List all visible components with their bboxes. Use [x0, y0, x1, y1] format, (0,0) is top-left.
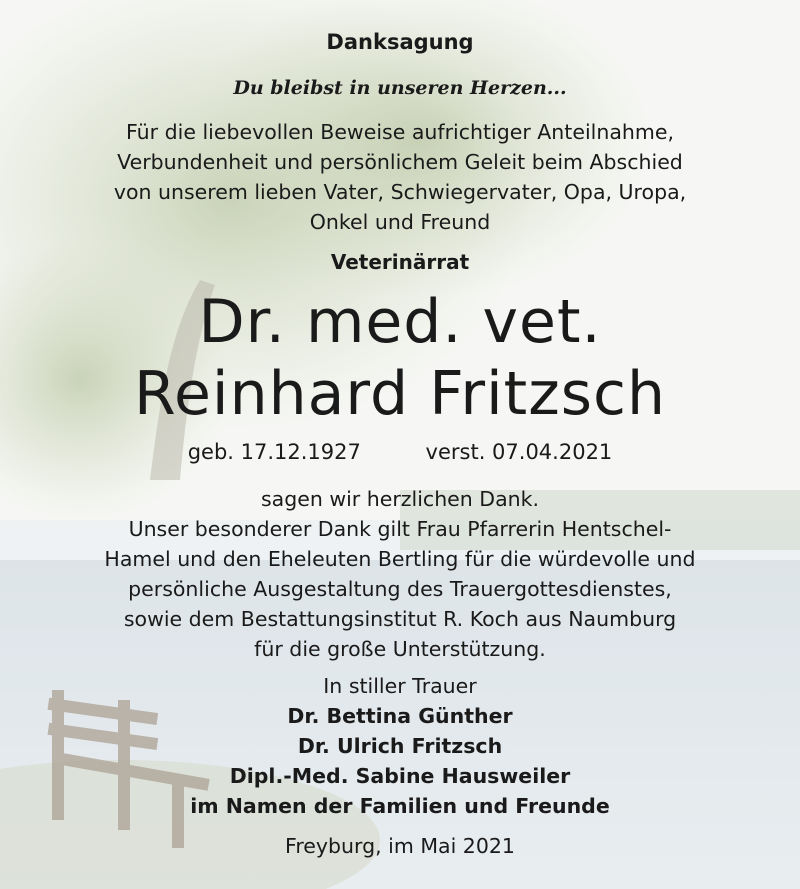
- mourner-name: Dipl.-Med. Sabine Hausweiler: [229, 764, 571, 788]
- intro-line: Onkel und Freund: [309, 210, 491, 234]
- thanks-line: sowie dem Bestattungsinstitut R. Koch aus Naumburg: [123, 607, 677, 631]
- mourners-block: [0, 671, 800, 821]
- thanks-line: sagen wir herzlichen Dank.: [260, 487, 540, 511]
- mourner-name: Dr. Bettina Günther: [287, 704, 513, 728]
- mourning-intro: In stiller Trauer: [323, 674, 477, 698]
- intro-line: Verbundenheit und persönlichem Geleit beim Abschied: [117, 150, 683, 174]
- intro-line: Für die liebevollen Beweise aufrichtiger Anteilnahme,: [126, 120, 674, 144]
- deceased-name-line-2: Reinhard Fritzsch: [134, 359, 666, 429]
- place-date: Freyburg, im Mai 2021: [285, 834, 515, 858]
- mourner-family-note: im Namen der Familien und Freunde: [190, 794, 610, 818]
- deceased-title: Veterinärrat: [330, 250, 470, 274]
- intro-line: von unserem lieben Vater, Schwiegervater, Opa, Uropa,: [113, 180, 687, 204]
- thanks-line: persönliche Ausgestaltung des Trauergottesdienstes,: [128, 577, 672, 601]
- life-dates: [0, 440, 800, 464]
- intro-paragraph: [0, 117, 800, 237]
- motto: Du bleibst in unseren Herzen...: [233, 77, 567, 99]
- birth-date: geb. 17.12.1927: [187, 440, 361, 464]
- death-date: verst. 07.04.2021: [425, 440, 613, 464]
- mourner-name: Dr. Ulrich Fritzsch: [297, 734, 503, 758]
- deceased-name-line-1: Dr. med. vet.: [198, 287, 602, 357]
- thanks-line: Hamel und den Eheleuten Bertling für die würdevolle und: [104, 547, 696, 571]
- thanks-line: für die große Unterstützung.: [254, 637, 546, 661]
- thanks-line: Unser besonderer Dank gilt Frau Pfarrerin Hentschel-: [128, 517, 672, 541]
- thanks-paragraph: [0, 484, 800, 664]
- heading: Danksagung: [326, 30, 474, 54]
